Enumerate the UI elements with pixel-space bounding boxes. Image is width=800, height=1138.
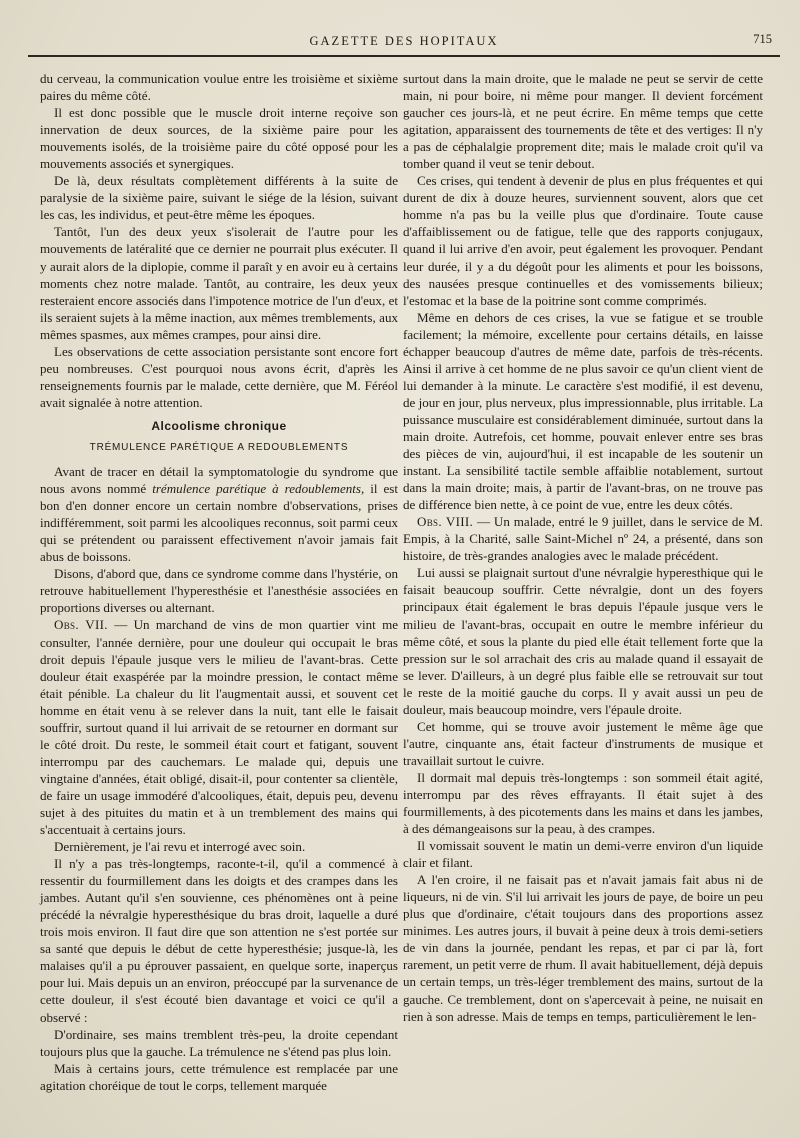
paragraph: du cerveau, la communication voulue entre les troisième et sixième paires du même côté. bbox=[40, 71, 398, 104]
observation-paragraph bbox=[40, 616, 398, 838]
page-number: 715 bbox=[753, 32, 772, 46]
paragraph: Lui aussi se plaignait surtout d'une névralgie hyperesthique qui le faisait beaucoup souffrir. Cette névralgie, dont un des foyers principaux était également le bras depuis l'épaule jusque vers le milieu de l'avant-bras, occupait en outre le membre inférieur du même côté, et sous la plante du pied elle était tellement forte que la pression sur le sol arrachait des cris au malade quand il essayait de se lever. D'ailleurs, à un degré plus faible elle se retrouvait sur tout le reste de la moitié gauche du corps. Il y avait aussi un peu de douleur, mais beaucoup moindre, vers l'épaule droite. bbox=[403, 565, 763, 717]
observation-label: Obs. VII. bbox=[54, 617, 108, 633]
paragraph: A l'en croire, il ne faisait pas et n'avait jamais fait abus ni de liqueurs, ni de vin. S'il lui arrivait les jours de paye, de boire un peu plus que d'ordinaire, c'était toujours dans des proportions assez minimes. Les autres jours, il buvait à peine deux à trois demi-setiers de vin dans la journée, pendant les repas, et par ci par là, fort rarement, un petit verre de rhum. Il avait habituellement, déjà depuis un certain temps, un très-léger tremblement des mains, surtout de la gauche. Ce tremblement, dont on s'apercevait à peine, ne nuisait en rien à son adresse. Mais de temps en temps, particulièrement le len- bbox=[403, 872, 763, 1024]
paragraph: Dernièrement, je l'ai revu et interrogé avec soin. bbox=[54, 839, 306, 855]
paragraph: Même en dehors de ces crises, la vue se fatigue et se trouble facilement; la mémoire, excellente pour certains détails, en laisse échapper beaucoup d'autres de même date, parfois de très-récents. Ainsi il arrive à cet homme de ne plus savoir ce qu'un client vient de lui demander à la minute. Le caractère s'est modifié, il est devenu, de jour en jour, plus nerveux, plus impressionnable, plus irritable. La puissance musculaire est considérablement diminuée, surtout dans la main droite. Autrefois, cet homme, pouvait enlever entre ses bras des pièces de vin, aujourd'hui, il est incapable de les soutenir un instant. La sensibilité tactile semble affaiblie notablement, surtout dans la main droite; mais, à partir de l'avant-bras, on ne trouve pas de différence bien nette, à ce point de vue, entre les deux côtés. bbox=[403, 309, 763, 513]
paragraph: Tantôt, l'un des deux yeux s'isolerait de l'autre pour les mouvements de latéralité que ce dernier ne pourrait plus exécuter. Il y aurait alors de la diplopie, comme il paraît y en avoir eu à certains moments chez notre malade. Tantôt, au contraire, les deux yeux resteraient encore associés dans l'impotence motrice de l'un d'eux, et ils seraient sujets à la même inaction, aux mêmes tremblements, aux mêmes spasmes, aux mêmes crampes, pour ainsi dire. bbox=[40, 224, 398, 342]
text-run: Avant de tracer en détail la symptomatologie du syndrome que nous avons nommé bbox=[40, 464, 398, 497]
paragraph bbox=[40, 463, 398, 565]
journal-title: GAZETTE DES HOPITAUX bbox=[309, 34, 499, 48]
observation-text: — Un marchand de vins de mon quartier vint me consulter, l'année dernière, pour une douleur qui occupait le bras droit depuis l'épaule jusque vers le milieu de l'avant-bras. Cette douleur était exaspérée par la moindre pression, le contact même était pénible. La chaleur du lit l'augmentait aussi, et souvent cet homme en était venu à se relever dans la nuit, tant elle le faisait souffrir, surtout quand il lui arrivait de se retourner en dormant sur le côté droit. Du reste, le sommeil était court et fatigant, souvent interrompu par des cauchemars. Le malade qui, depuis une vingtaine d'années, était obligé, disait-il, pour contenter sa clientèle, de faire un usage immodéré d'alcooliques, était, depuis peu, devenu sujet à des pituites du matin et à un tremblement des mains qui s'accentuait à certains jours. bbox=[40, 617, 399, 838]
header-rule bbox=[28, 55, 780, 57]
paragraph: Les observations de cette association persistante sont encore fort peu nombreuses. C'est pourquoi nous avons écrit, d'après les renseignements fournis par le malade, cette dernière, que M. Féréol avait signalée à notre attention. bbox=[40, 343, 398, 410]
paragraph: Mais à certains jours, cette trémulence est remplacée par une agitation choréique de tout le corps, tellement marquée bbox=[40, 1060, 398, 1093]
paragraph: surtout dans la main droite, que le malade ne peut se servir de cette main, ni pour boire, ni même pour manger. Il devient forcément gaucher ces jours-là, et ne peut écrire. En même temps que cette agitation, apparaissent des tournements de tête et des vertiges: Il n'y a pas de céphalalgie proprement dite; mais le malade croit qu'il va tomber quand il veut se tenir debout. bbox=[403, 71, 763, 172]
paragraph: D'ordinaire, ses mains tremblent très-peu, la droite cependant toujours plus que la gauche. La trémulence ne s'étend pas plus loin. bbox=[40, 1026, 398, 1059]
paragraph: Il dormait mal depuis très-longtemps : son sommeil était agité, interrompu par des rêves effrayants. Il était sujet à des fourmillements, à des picotements dans les mains et dans les jambes, à des démangeaisons sur la peau, à des crampes. bbox=[403, 769, 763, 837]
observation-label: Obs. VIII. bbox=[417, 514, 474, 530]
text-run: il est bon d'en donner encore un certain nombre d'observations, prises indifféremment, soit parmi les alcooliques reconnus, soit parmi ceux qui se prétendent ou paraissent effectivement n'avoir jamais fait abus de boissons. bbox=[40, 481, 398, 565]
paragraph: De là, deux résultats complètement différents à la suite de paralysie de la sixième paire, suivant le siége de la lésion, suivant les cas, les individus, et peut-être même les époques. bbox=[40, 173, 398, 223]
paragraph: Ces crises, qui tendent à devenir de plus en plus fréquentes et qui durent de dix à douze heures, surviennent souvent, alors que cet homme n'a pas bu la veille plus que d'ordinaire. Toute cause d'affaiblissement ou de fatigue, telle que des rapports conjugaux, quand il lui arrive d'en avoir, peut également les provoquer. Pendant leur durée, il y a du dégoût pour les aliments et pour les boissons, des nausées presque continuelles et des vomissements bilieux; l'estomac et la base de la poitrine sont comme comprimés. bbox=[403, 173, 763, 308]
observation-text: — Un malade, entré le 9 juillet, dans le service de M. Empis, à la Charité, salle Saint-Michel nº 24, a présenté, dans son histoire, de très-grandes analogies avec le malade précédent. bbox=[403, 514, 763, 564]
paragraph: Il vomissait souvent le matin un demi-verre environ d'un liquide clair et filant. bbox=[403, 838, 763, 871]
page-header bbox=[28, 30, 780, 58]
left-column bbox=[40, 70, 398, 1094]
italic-term: trémulence parétique à redoublements, bbox=[152, 481, 365, 497]
paragraph: Il n'y a pas très-longtemps, raconte-t-il, qu'il a commencé à ressentir du fourmillement dans les doigts et des crampes dans les jambes. Autant qu'il s'en souvienne, ces phénomènes ont à peine précédé la névralgie hyperesthésique du bras droit, laquelle a duré trois mois environ. Il faut dire que son attention ne s'est portée sur sa santé que depuis le début de cette hyperesthésie; jusque-là, les malaises qu'il a pu éprouver passaient, en quelque sorte, inaperçus pour lui. Mais depuis un an environ, préoccupé par la survenance de cette douleur, il s'est écouté bien davantage et voici ce qu'il a observé : bbox=[40, 856, 398, 1025]
section-subheading: TRÉMULENCE PARÉTIQUE A REDOUBLEMENTS bbox=[89, 441, 349, 453]
right-column bbox=[403, 70, 763, 1025]
observation-paragraph bbox=[403, 513, 763, 564]
paragraph: Il est donc possible que le muscle droit interne reçoive son innervation de deux sources, de la sixième paire pour les mouvements isolés, de la troisième paire du côté opposé pour les mouvements associés et synergiques. bbox=[40, 105, 398, 172]
paragraph: Disons, d'abord que, dans ce syndrome comme dans l'hystérie, on retrouve habituellement l'hyperesthésie et l'anesthésie associées en proportions diverses ou alternant. bbox=[40, 566, 398, 616]
section-heading: Alcoolisme chronique bbox=[151, 418, 287, 433]
paragraph: Cet homme, qui se trouve avoir justement le même âge que l'autre, cinquante ans, était facteur d'instruments de musique et travaillait surtout le cuivre. bbox=[403, 718, 763, 768]
